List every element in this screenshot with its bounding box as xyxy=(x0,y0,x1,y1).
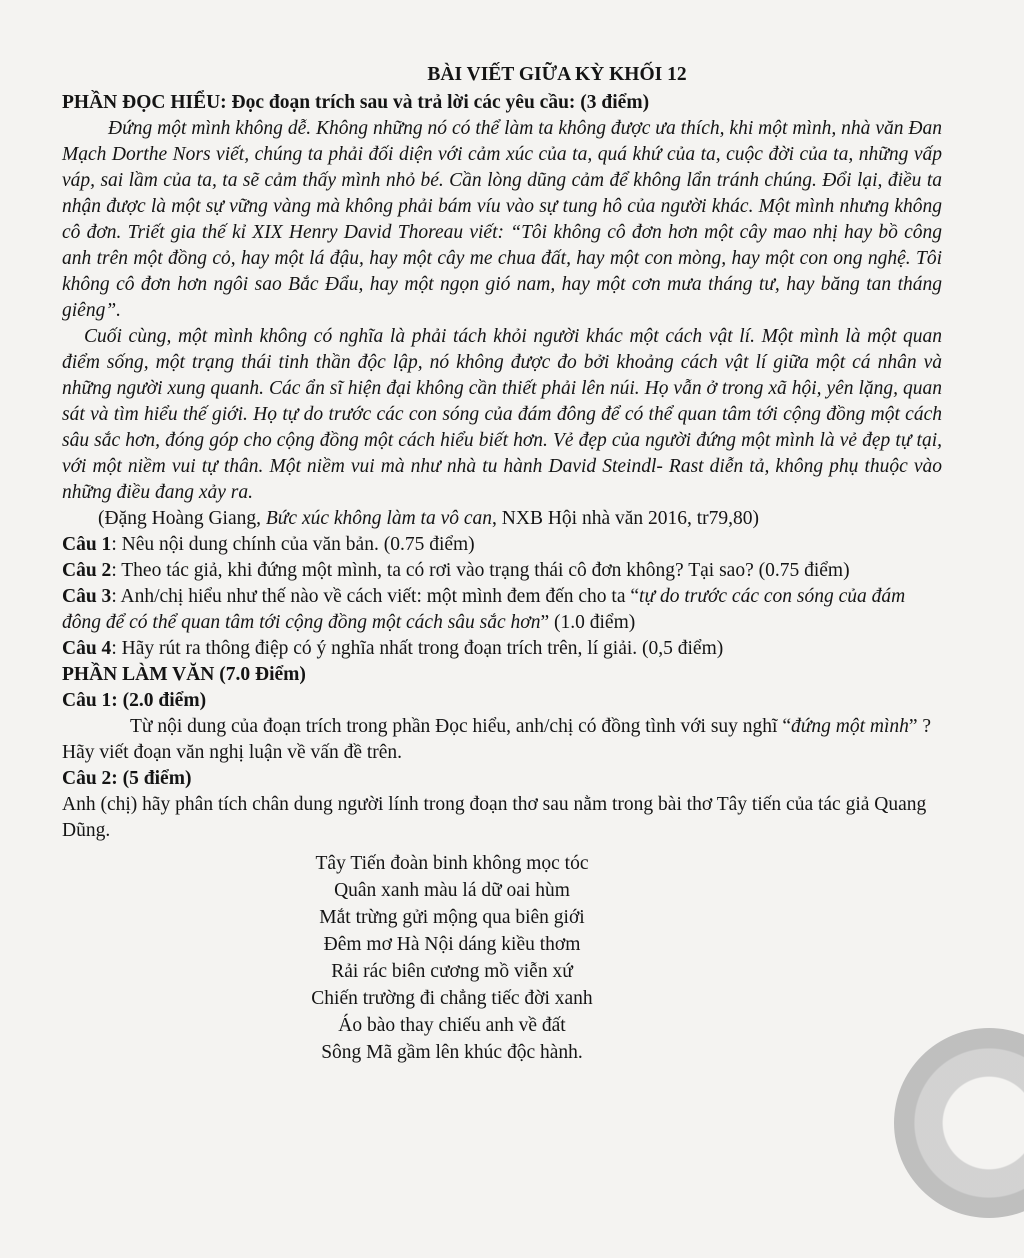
passage-paragraph-1: Đứng một mình không dễ. Không những nó có thể làm ta không được ưa thích, khi một mình, nhà văn Đan Mạch Dorthe Nors viết, chúng ta phải đối diện với cảm xúc của ta, quá khứ của ta, cuộc đời của ta, những vấp váp, sai lầm của ta, ta sẽ cảm thấy mình nhỏ bé. Cần lòng dũng cảm để không lẩn tránh chúng. Đổi lại, điều ta nhận được là một sự vững vàng mà không phải bám víu vào sự tung hô của người khác. Một mình nhưng không cô đơn. Triết gia thế kỉ XIX Henry David Thoreau viết: “Tôi không cô đơn hơn một cây mao nhị hay bồ công anh trên một đồng cỏ, hay một lá đậu, hay một cây me chua đất, hay một con mòng, hay một con ong nghệ. Tôi không cô đơn hơn ngôi sao Bắc Đẩu, hay một ngọn gió nam, hay một cơn mưa tháng tư, hay băng tan tháng giêng”. xyxy=(62,118,942,321)
writing-question-1-heading: Câu 1: (2.0 điểm) xyxy=(62,690,207,711)
question-text: : Nêu nội dung chính của văn bản. (0.75 điểm) xyxy=(111,534,475,555)
question-quote: tự do trước các con sóng của đám đông để có thể quan tâm tới cộng đồng một cách sâu sắc hơn xyxy=(62,586,906,633)
writing-question-2-heading: Câu 2: (5 điểm) xyxy=(62,768,192,789)
question-3 xyxy=(62,584,942,636)
q1-text-end: ” ? Hãy viết đoạn văn nghị luận về vấn đề trên. xyxy=(62,716,932,763)
exam-page xyxy=(62,62,1012,1066)
source-suffix: , NXB Hội nhà văn 2016, tr79,80) xyxy=(492,508,760,529)
writing-question-1-text xyxy=(62,714,942,766)
source-book-title: Bức xúc không làm ta vô can xyxy=(265,508,493,529)
question-label: Câu 4 xyxy=(62,638,112,659)
question-label: Câu 1 xyxy=(62,534,112,555)
passage-paragraph-2: Cuối cùng, một mình không có nghĩa là phải tách khỏi người khác một cách vật lí. Một mình là một quan điểm sống, một trạng thái tinh thần độc lập, nó không được đo bởi khoảng cách vật lí giữa một cá nhân và những người xung quanh. Các ẩn sĩ hiện đại không cần thiết phải lên núi. Họ vẫn ở trong xã hội, yên lặng, quan sát và tìm hiểu thế giới. Họ tự do trước các con sóng của đám đông để có thể quan tâm tới cộng đồng một cách sâu sắc hơn, đóng góp cho cộng đồng một cách hiểu biết hơn. Vẻ đẹp của người đứng một mình là vẻ đẹp tự tại, với một niềm vui tự thân. Một niềm vui mà như nhà tu hành David Steindl- Rast diễn tả, không phụ thuộc vào những điều đang xảy ra. xyxy=(62,326,942,503)
q1-text-start: Từ nội dung của đoạn trích trong phần Đọc hiểu, anh/chị có đồng tình với suy nghĩ “ xyxy=(130,716,792,737)
poem-line: Áo bào thay chiếu anh về đất xyxy=(338,1015,566,1036)
reading-heading: PHẦN ĐỌC HIỂU: Đọc đoạn trích sau và trả lời các yêu cầu: (3 điểm) xyxy=(62,92,650,113)
q1-quote: đứng một mình xyxy=(791,716,909,737)
poem xyxy=(62,850,962,1066)
question-4 xyxy=(62,636,942,662)
question-text-end: ” (1.0 điểm) xyxy=(540,612,636,633)
question-1 xyxy=(62,532,942,558)
poem-line: Quân xanh màu lá dữ oai hùm xyxy=(334,880,570,901)
poem-line: Tây Tiến đoàn binh không mọc tóc xyxy=(315,853,589,874)
question-text: : Hãy rút ra thông điệp có ý nghĩa nhất trong đoạn trích trên, lí giải. (0,5 điểm) xyxy=(111,638,724,659)
question-label: Câu 3 xyxy=(62,586,112,607)
poem-line: Mắt trừng gửi mộng qua biên giới xyxy=(319,907,585,928)
source-citation xyxy=(62,506,1012,532)
poem-line: Chiến trường đi chẳng tiếc đời xanh xyxy=(311,988,593,1009)
writing-question-2-text: Anh (chị) hãy phân tích chân dung người lính trong đoạn thơ sau nằm trong bài thơ Tây tiến của tác giả Quang Dũng. xyxy=(62,794,927,841)
page-title: BÀI VIẾT GIỮA KỲ KHỐI 12 xyxy=(427,64,687,85)
question-2 xyxy=(62,558,942,584)
question-label: Câu 2 xyxy=(62,560,112,581)
question-text: : Anh/chị hiểu như thế nào về cách viết: một mình đem đến cho ta “ xyxy=(111,586,640,607)
poem-line: Rải rác biên cương mồ viễn xứ xyxy=(331,961,573,982)
source-prefix: (Đặng Hoàng Giang, xyxy=(98,508,266,529)
writing-heading: PHẦN LÀM VĂN (7.0 Điểm) xyxy=(62,664,306,685)
poem-line: Sông Mã gầm lên khúc độc hành. xyxy=(321,1042,583,1063)
question-text: : Theo tác giả, khi đứng một mình, ta có rơi vào trạng thái cô đơn không? Tại sao? (0.75 điểm) xyxy=(111,560,850,581)
poem-line: Đêm mơ Hà Nội dáng kiều thơm xyxy=(323,934,581,955)
